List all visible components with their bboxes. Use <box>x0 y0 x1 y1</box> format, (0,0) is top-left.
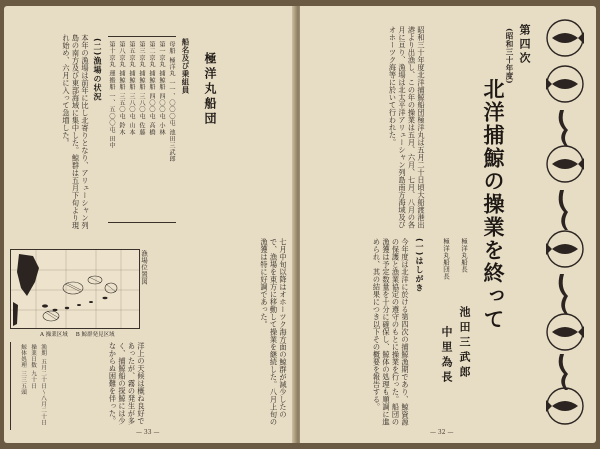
roster-title: 船名及び乗組員 <box>181 38 190 94</box>
author-1-name: 池田三武郎 <box>458 306 471 381</box>
map-legend-b: B 鯨群発見区域 <box>75 332 115 338</box>
left-body-c: 洋上の天候は概ね良好であったが、霧の発生が多く、捕鯨船の探鯨には少なからぬ困難を伴った。 <box>108 342 146 425</box>
left-page-number: — 33 — <box>136 429 160 436</box>
author-2-affiliation: 極洋丸船団長 <box>442 238 450 280</box>
kamchatka-landmass <box>17 254 39 296</box>
footnote-line: 操業日数 九十日 <box>30 344 36 389</box>
era-label: (昭和三十年度) <box>505 28 514 85</box>
fleet-heading: 極洋丸船団 <box>203 52 217 127</box>
article-title: 北洋捕鯨の操業を終って <box>481 78 505 331</box>
roster-row: 第五京丸 捕鯨船 三八〇屯 山本 <box>128 41 135 136</box>
fishing-ground-map <box>10 249 140 329</box>
left-body-b: 七月中旬以降はオホーツク海方面の鯨群が減少したので、漁場を東方に移動して操業を継続した。八月上旬の漁獲は特に好調であった。 <box>260 238 288 426</box>
island-chain <box>42 297 108 311</box>
right-body-main: 今年度は北洋に於ける第四次の捕鯨漁期であり、鯨資源の保護と漁業協定の遵守のもとに操業を行った。船団の漁獲は予定数量を十分に確保し、鯨体の処理も順調に進められ、其の結果につき以下その概要を報告する。 <box>372 238 410 426</box>
footnote-box <box>10 342 49 430</box>
series-number: 第四次 <box>518 24 531 66</box>
roster-row: 第三京丸 捕鯨船 三八〇屯 佐藤 <box>138 41 145 136</box>
map-graphic <box>11 250 139 328</box>
right-page-number: — 32 — <box>430 429 454 436</box>
map-legend <box>40 330 115 338</box>
sakhalin-landmass <box>13 302 18 326</box>
author-1-affiliation: 極洋丸船長 <box>460 238 468 273</box>
decorative-fish-border <box>538 14 592 432</box>
roster-row: 第十京丸 運搬船 一、五〇〇屯 田中 <box>108 41 115 149</box>
footnote-line: 鯨体処理 三三五頭 <box>20 344 26 396</box>
right-page <box>300 6 596 443</box>
roster-row: 母船 極洋丸 一一、〇〇〇屯 池田三武郎 <box>168 41 175 163</box>
map-caption: 漁場位置図 <box>140 250 148 285</box>
left-body-a: 本年の漁場は前年に比し北寄りとなり、アリューシャン列島の南方及び東部海域に集中した。鯨群は五月下旬より現れ始め、六月に入って急増した。 <box>62 34 90 229</box>
section-heading-ni: (二)漁場の状況 <box>93 38 102 102</box>
roster-table <box>108 36 176 223</box>
roster-row: 第二京丸 捕鯨船 四〇〇屯 高橋 <box>148 41 155 136</box>
author-2-name: 中里為長 <box>440 326 453 386</box>
left-page <box>4 6 296 443</box>
right-body-lead: 昭和三十年度北洋捕鯨船団極洋丸は五月二十日頃大船渡港出港より出漁し、この年の操業は五月、六月、七月、八月の各月に亘り、漁場は北太平洋アリューシャン列島南方海域及びオホーツク海等に於いて行われた。 <box>388 26 426 229</box>
roster-row: 第一京丸 捕鯨船 四〇〇屯 小林 <box>158 41 165 136</box>
roster-row: 第八京丸 捕鯨船 三五〇屯 鈴木 <box>118 41 125 136</box>
map-legend-a: A 操業区域 <box>40 332 68 338</box>
footnote-line: 漁期 五月二十日〜八月二十日 <box>40 344 46 426</box>
section-heading-hajime: (一)はしがき <box>415 238 424 293</box>
